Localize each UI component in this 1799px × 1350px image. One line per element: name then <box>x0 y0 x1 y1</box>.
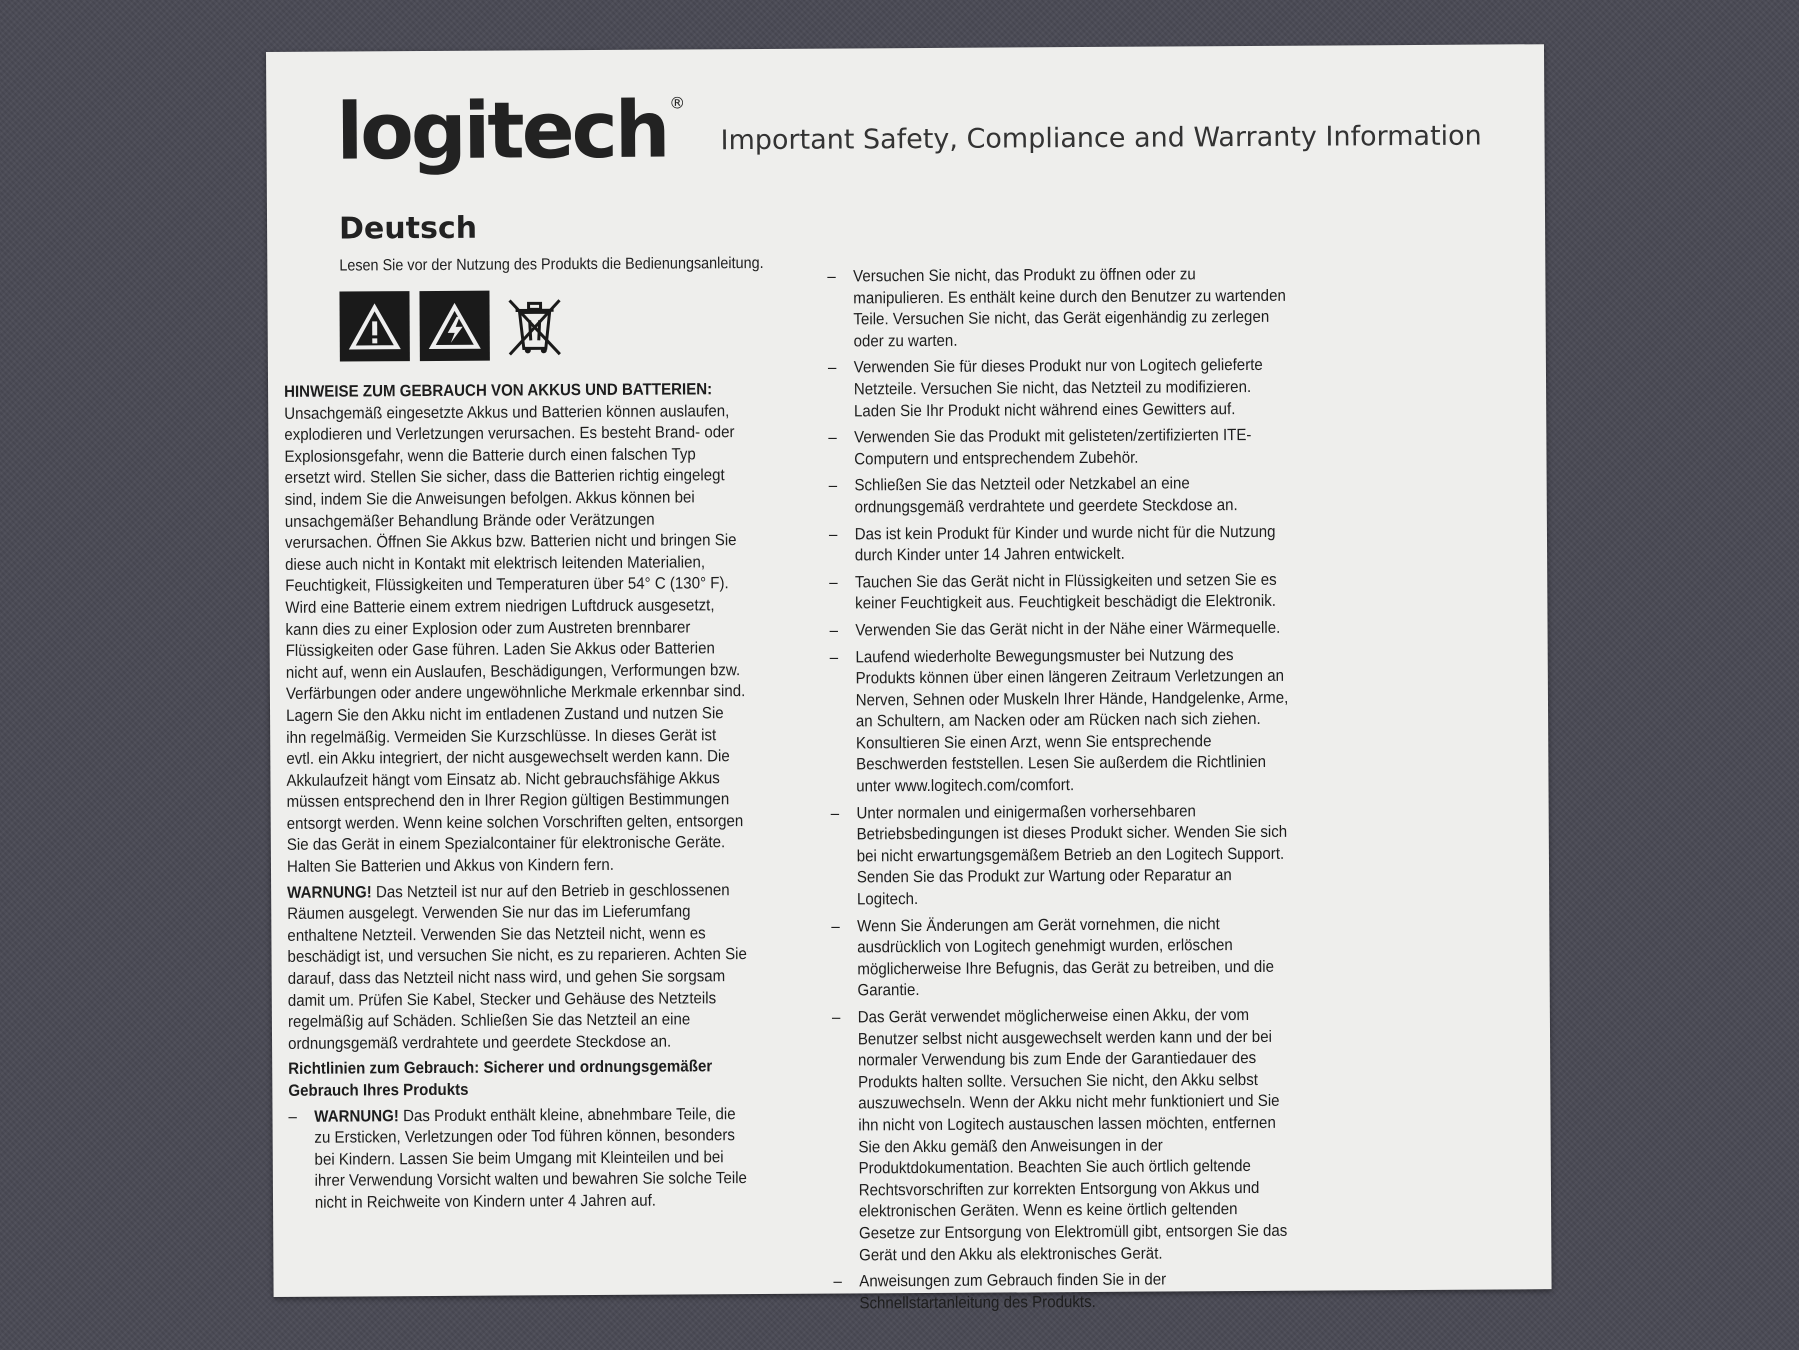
power-adapter-warning: WARNUNG! Das Netzteil ist nur auf den Betrieb in geschlossenen Räumen ausgelegt. Verwenden Sie nur das im Lieferumfang enthaltene Netzteil. Verwenden Sie das Netzteil nicht, wenn es beschädigt ist, und versuchen Sie nicht, es zu reparieren. Achten Sie darauf, dass das Netzteil nicht nass wird, und gehen Sie sorgsam damit um. Prüfen Sie Kabel, Stecker und Gehäuse des Netzteils regelmäßig auf Schäden. Schließen Sie das Netzteil an eine ordnungsgemäß verdrahtete und geerdete Steckdose an. <box>287 880 747 1053</box>
list-item: – Versuchen Sie nicht, das Produkt zu öffnen oder zu manipulieren. Es enthält keine durch den Benutzer zu wartenden Teile. Versuchen Sie nicht, das Gerät eigenhändig zu zerlegen oder zu warten. <box>827 265 1286 351</box>
safety-leaflet <box>266 44 1552 1313</box>
list-item: – Das ist kein Produkt für Kinder und wurde nicht für die Nutzung durch Kinder unter 14 Jahren entwickelt. <box>828 522 1276 565</box>
list-item: – Das Gerät verwendet möglicherweise einen Akku, der vom Benutzer selbst nicht ausgewechselt werden kann und der bei normaler Verwendung bis zum Ende der Garantiedauer des Produkts halten sollte. Versuchen Sie nicht, den Akku selbst auszuwechseln. Wenn der Akku nicht mehr funktioniert und Sie ihn nicht von Logitech austauschen lassen möchten, entfernen Sie den Akku gemäß den Anweisungen in der Produktdokumentation. Beachten Sie auch örtlich geltende Rechtsvorschriften zur korrekten Entsorgung von Akkus und elektronischen Geräten. Wenn es keine örtlich geltenden Gesetze zur Entsorgung von Elektromüll gibt, entsorgen Sie das Gerät und den Akku als elektronisches Gerät. <box>831 1006 1288 1264</box>
list-item: – Laufend wiederholte Bewegungsmuster bei Nutzung des Produkts können über einen längeren Zeitraum Verletzungen an Nerven, Sehnen oder Muskeln Ihrer Hände, Handgelenke, Arme, an Schultern, am Nacken oder am Rücken nach sich ziehen. Konsultieren Sie einen Arzt, wenn Sie entsprechende Beschwerden feststellen. Lesen Sie außerdem die Richtlinien unter www.logitech.com/comfort. <box>829 645 1289 796</box>
list-item: – Schließen Sie das Netzteil oder Netzkabel an eine ordnungsgemäß verdrahtete und geerdete Steckdose an. <box>828 474 1238 517</box>
intro-text: Lesen Sie vor der Nutzung des Produkts die Bedienungsanleitung. <box>339 254 764 275</box>
guidelines-list <box>288 1103 789 1214</box>
warning-triangle-icon <box>339 291 409 361</box>
logitech-logo: logitech® <box>336 85 686 178</box>
list-item: – Verwenden Sie das Gerät nicht in der Nähe einer Wärmequelle. <box>829 618 1281 640</box>
guidelines-heading: Richtlinien zum Gebrauch: Sicherer und ordnungsgemäßer Gebrauch Ihres Produkts <box>288 1057 713 1100</box>
document-title: Important Safety, Compliance and Warranty Information <box>720 120 1482 157</box>
left-column <box>284 379 789 1220</box>
battery-heading: HINWEISE ZUM GEBRAUCH VON AKKUS UND BATTERIEN: <box>284 380 713 401</box>
list-item: – WARNUNG! Das Produkt enthält kleine, abnehmbare Teile, die zu Ersticken, Verletzungen oder Tod führen können, besonders bei Kindern. Lassen Sie beim Umgang mit Kleinteilen und bei ihrer Verwendung Vorsicht walten und bewahren Sie solche Teile nicht in Reichweite von Kindern unter 4 Jahren auf. <box>288 1104 747 1212</box>
list-item: – Tauchen Sie das Gerät nicht in Flüssigkeiten und setzen Sie es keiner Feuchtigkeit aus. Feuchtigkeit beschädigt die Elektronik. <box>829 570 1277 613</box>
safety-list <box>827 264 1333 1315</box>
list-item: – Wenn Sie Änderungen am Gerät vornehmen, die nicht ausdrücklich von Logitech genehmigt wurden, erlöschen möglicherweise Ihre Befugnis, das Gerät zu betreiben, und die Garantie. <box>831 914 1275 1000</box>
list-item: – Verwenden Sie das Produkt mit gelisteten/zertifizierten ITE-Computern und entsprechendem Zubehör. <box>828 426 1252 469</box>
electric-hazard-icon <box>419 291 489 361</box>
language-heading: Deutsch <box>338 210 478 247</box>
safety-icons <box>339 290 569 361</box>
list-item: – Anweisungen zum Gebrauch finden Sie in der Schnellstartanleitung des Produkts. <box>833 1270 1167 1313</box>
list-item: – Verwenden Sie für dieses Produkt nur von Logitech gelieferte Netzteile. Versuchen Sie nicht, das Netzteil zu modifizieren. Laden Sie Ihr Produkt nicht während eines Gewitters auf. <box>827 356 1263 420</box>
weee-crossed-bin-icon <box>499 290 569 360</box>
list-item: – Unter normalen und einigermaßen vorhersehbaren Betriebsbedingungen ist dieses Produkt sicher. Wenden Sie sich bei nicht erwartungsgemäßem Betrieb an den Logitech Support. Senden Sie das Produkt zur Wartung oder Reparatur an Logitech. <box>830 801 1288 909</box>
battery-text: Unsachgemäß eingesetzte Akkus und Batterien können auslaufen, explodieren und Verletzungen verursachen. Es besteht Brand- oder Explosionsgefahr, wenn die Batterie durch einen falschen Typ ersetzt wird. Stellen Sie sicher, dass die Batterien richtig eingelegt sind, indem Sie die Anweisungen befolgen. Akkus können bei unsachgemäßer Behandlung Brände oder Verätzungen verursachen. Öffnen Sie Akkus bzw. Batterien nicht und bringen Sie diese auch nicht in Kontakt mit elektrisch leitenden Materialien, Feuchtigkeit, Flüssigkeiten und Temperaturen über 54° C (130° F). Wird eine Batterie einem extrem niedrigen Luftdruck ausgesetzt, kann dies zu einer Explosion oder zum Austreten brennbarer Flüssigkeiten oder Gase führen. Laden Sie Akkus oder Batterien nicht auf, wenn ein Auslaufen, Beschädigungen, Verformungen bzw. Verfärbungen oder andere ungewöhnliche Merkmale erkennbar sind. Lagern Sie den Akku nicht im entladenen Zustand und nutzen Sie ihn regelmäßig. Vermeiden Sie Kurzschlüsse. In dieses Gerät ist evtl. ein Akku integriert, der nicht ausgewechselt werden kann. Die Akkulaufzeit hängt vom Einsatz ab. Nicht gebrauchsfähige Akkus müssen entsprechend den in Ihrer Region gültigen Bestimmungen entsorgt werden. Wenn keine solchen Vorschriften gelten, entsorgen Sie das Gerät in einem Spezialcontainer für elektronische Geräte. Halten Sie Batterien und Akkus von Kindern fern. <box>284 401 746 876</box>
right-column <box>827 264 1333 1320</box>
